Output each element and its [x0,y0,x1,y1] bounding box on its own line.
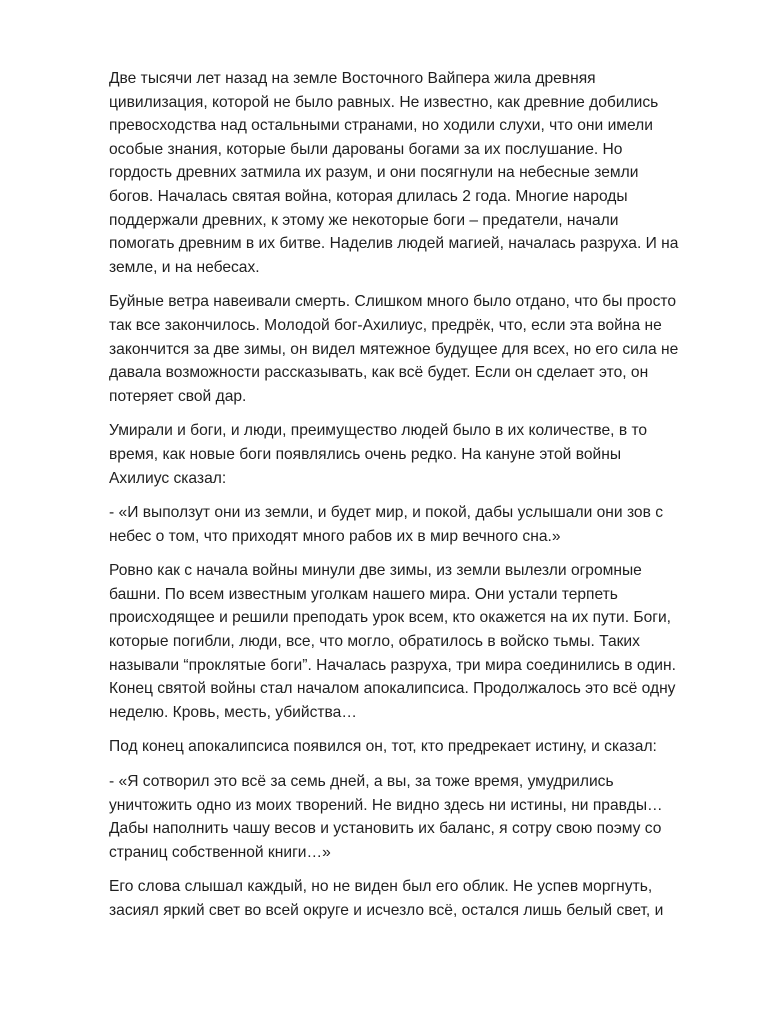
paragraph-5: Ровно как с начала войны минули две зимы, из земли вылезли огромные башни. По всем известным уголкам нашего мира. Они устали терпеть происходящее и решили преподать урок всем, кто окажется на их пути. Боги, которые погибли, люди, все, что могло, обратилось в войско тьмы. Таких называли “проклятые боги”. Началась разруха, три мира соединились в один. Конец святой войны стал началом апокалипсиса. Продолжалось это всё одну неделю. Кровь, месть, убийства… [109,562,676,721]
paragraph-1: Две тысячи лет назад на земле Восточного Вайпера жила древняя цивилизация, которой не было равных. Не известно, как древние добились превосходства над остальными странами, но ходили слухи, что они имели особые знания, которые были дарованы богами за их послушание. Но гордость древних затмила их разум, и они посягнули на небесные земли богов. Началась святая война, которая длилась 2 года. Многие народы поддержали древних, к этому же некоторые боги – предатели, начали помогать древним в их битве. Наделив людей магией, началась разруха. И на земле, и на небесах. [109,70,679,276]
paragraph-2: Буйные ветра навеивали смерть. Слишком много было отдано, что бы просто так все закончилось. Молодой бог-Ахилиус, предрёк, что, если эта война не закончится за две зимы, он видел мятежное будущее для всех, но его сила не давала возможности рассказывать, как всё будет. Если он сделает это, он потеряет свой дар. [109,293,679,405]
paragraph-6: Под конец апокалипсиса появился он, тот, кто предрекает истину, и сказал: [109,738,657,756]
paragraph-8: Его слова слышал каждый, но не виден был его облик. Не успев моргнуть, засиял яркий свет во всей округе и исчезло всё, остался лишь белый свет, и [109,878,664,919]
paragraph-7-quote: - «Я сотворил это всё за семь дней, а вы, за тоже время, умудрились уничтожить одно из моих творений. Не видно здесь ни истины, ни правды… Дабы наполнить чашу весов и установить их баланс, я сотру свою поэму со страниц собственной книги…» [109,773,663,861]
paragraph-4-quote: - «И выползут они из земли, и будет мир, и покой, дабы услышали они зов с небес о том, что приходят много рабов их в мир вечного сна.» [109,504,664,545]
paragraph-3: Умирали и боги, и люди, преимущество людей было в их количестве, в то время, как новые боги появлялись очень редко. На кануне этой войны Ахилиус сказал: [109,422,648,487]
